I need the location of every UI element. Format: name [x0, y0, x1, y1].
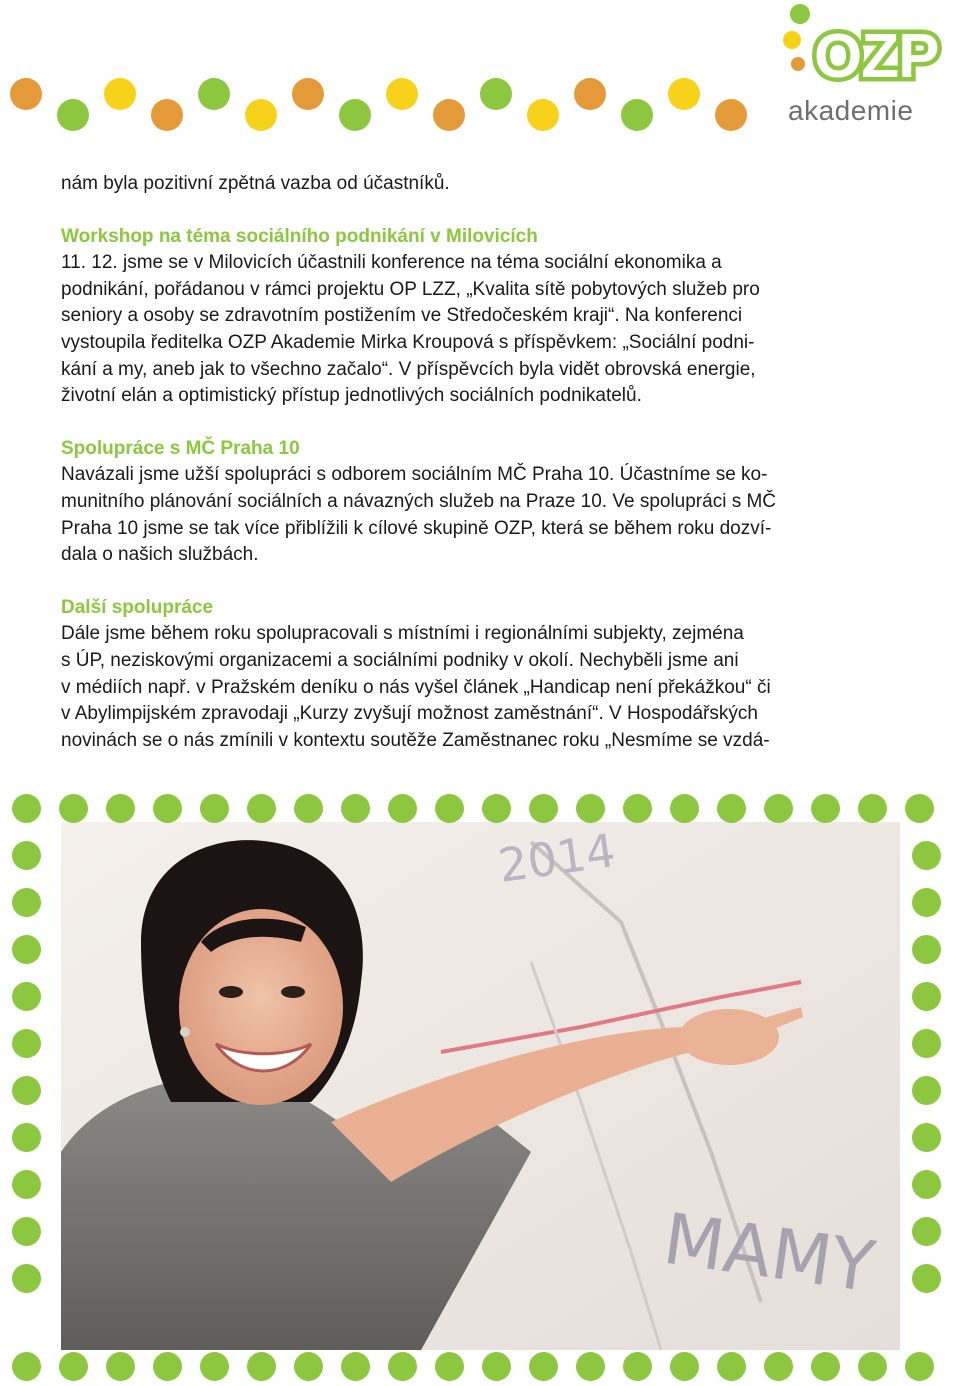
section-line: v médiích např. v Pražském deníku o nás vyšel článek „Handicap není překážkou“ či: [61, 676, 771, 698]
frame-dot: [912, 1217, 941, 1246]
frame-dot: [912, 1029, 941, 1058]
frame-dot: [12, 1076, 41, 1105]
section-line: munitního plánování sociálních a návazných služeb na Praze 10. Ve spolupráci s MČ: [61, 490, 777, 512]
frame-dot: [912, 1264, 941, 1293]
section-line: v Abylimpijském zpravodaji „Kurzy zvyšují možnost zaměstnání“. V Hospodářských: [61, 703, 758, 725]
frame-dot: [341, 794, 370, 823]
frame-dot: [153, 1352, 182, 1381]
frame-dot: [12, 1029, 41, 1058]
section-line: Navázali jsme užší spolupráci s odborem sociálním MČ Praha 10. Účastníme se ko-: [61, 464, 768, 486]
article-body: [61, 171, 891, 754]
dot-green-2: [198, 78, 230, 110]
logo-wordmark: OZP: [814, 22, 939, 91]
photo-woman-at-whiteboard: [61, 822, 900, 1350]
dot-orange-6: [715, 99, 747, 131]
frame-dot: [435, 1352, 464, 1381]
frame-dot: [576, 794, 605, 823]
frame-dot: [435, 794, 464, 823]
photo-illustration: [61, 822, 900, 1350]
section-heading-dalsi: Další spolupráce: [61, 596, 214, 618]
frame-dot: [12, 1264, 41, 1293]
frame-dot: [12, 935, 41, 964]
section-line: 11. 12. jsme se v Milovicích účastnili konference na téma sociální ekonomika a: [61, 252, 722, 274]
frame-dot: [12, 888, 41, 917]
frame-dot: [482, 794, 511, 823]
section-line: dala o našich službách.: [61, 544, 259, 566]
frame-dot: [294, 794, 323, 823]
frame-dot: [912, 1123, 941, 1152]
frame-dot: [912, 888, 941, 917]
whiteboard-year: 2014: [495, 823, 619, 893]
dot-green-1: [57, 99, 89, 131]
frame-dot: [623, 1352, 652, 1381]
frame-dot: [905, 794, 934, 823]
frame-dot: [247, 1352, 276, 1381]
frame-dot: [670, 1352, 699, 1381]
frame-dot: [153, 794, 182, 823]
section-line: s ÚP, neziskovými organizacemi a sociálními podniky v okolí. Nechyběli jsme ani: [61, 649, 739, 671]
frame-dot: [12, 794, 41, 823]
section-line: novinách se o nás zmínili v kontextu soutěže Zaměstnanec roku „Nesmíme se vzdá-: [61, 729, 770, 751]
frame-dot: [12, 841, 41, 870]
frame-dot: [294, 1352, 323, 1381]
frame-dot: [12, 1123, 41, 1152]
logo-subtitle: akademie: [788, 95, 914, 126]
frame-dot: [905, 1352, 934, 1381]
ozp-akademie-logo: [780, 0, 960, 130]
frame-dot: [912, 1076, 941, 1105]
dot-green-3: [339, 99, 371, 131]
section-line: vystoupila ředitelka OZP Akademie Mirka Kroupová s příspěvkem: „Sociální podni-: [61, 331, 755, 353]
frame-dot: [388, 794, 417, 823]
frame-dot: [529, 794, 558, 823]
dot-yellow-5: [668, 78, 700, 110]
frame-dot: [12, 1217, 41, 1246]
frame-dot: [529, 1352, 558, 1381]
section-line: životní elán a optimistický přístup jednotlivých sociálních podnikatelů.: [61, 385, 642, 407]
frame-dot: [388, 1352, 417, 1381]
whiteboard-scribble: MAMY: [658, 1197, 880, 1309]
dot-orange-4: [433, 99, 465, 131]
frame-dot: [912, 982, 941, 1011]
section-line: kání a my, aneb jak to všechno začalo“. V příspěvcích byla vidět obrovská energie,: [61, 358, 756, 380]
frame-dot: [59, 794, 88, 823]
frame-dot: [12, 1170, 41, 1199]
frame-dot: [717, 1352, 746, 1381]
dot-orange-5: [574, 78, 606, 110]
section-heading-workshop: Workshop na téma sociálního podnikání v Milovicích: [61, 225, 538, 247]
frame-dot: [106, 794, 135, 823]
frame-dot: [59, 1352, 88, 1381]
frame-dot: [670, 794, 699, 823]
frame-dot: [200, 794, 229, 823]
dot-yellow-2: [245, 99, 277, 131]
section-line: seniory a osoby se zdravotním postižením ve Středočeském kraji“. Na konferenci: [61, 305, 743, 327]
dot-yellow-1: [104, 78, 136, 110]
frame-dot: [912, 841, 941, 870]
frame-dot: [912, 1170, 941, 1199]
frame-dot: [858, 794, 887, 823]
frame-dot: [912, 935, 941, 964]
frame-dot: [858, 1352, 887, 1381]
frame-dot: [12, 1352, 41, 1381]
section-line: podnikání, pořádanou v rámci projektu OP LZZ, „Kvalita sítě pobytových služeb pro: [61, 278, 760, 300]
frame-dot: [576, 1352, 605, 1381]
frame-dot: [12, 982, 41, 1011]
dot-green-4: [480, 78, 512, 110]
frame-dot: [717, 794, 746, 823]
dot-green-5: [621, 99, 653, 131]
frame-dot: [106, 1352, 135, 1381]
section-line: Dále jsme během roku spolupracovali s místními i regionálními subjekty, zejména: [61, 623, 744, 645]
dot-yellow-4: [527, 99, 559, 131]
frame-dot: [200, 1352, 229, 1381]
section-heading-praha10: Spolupráce s MČ Praha 10: [61, 437, 300, 459]
dot-orange-2: [151, 99, 183, 131]
dot-yellow-3: [386, 78, 418, 110]
intro-line: nám byla pozitivní zpětná vazba od účastníků.: [61, 173, 450, 194]
frame-dot: [764, 794, 793, 823]
dot-orange-1: [10, 78, 42, 110]
frame-dot: [811, 794, 840, 823]
frame-dot: [341, 1352, 370, 1381]
dot-orange-3: [292, 78, 324, 110]
frame-dot: [623, 794, 652, 823]
frame-dot: [482, 1352, 511, 1381]
frame-dot: [811, 1352, 840, 1381]
frame-dot: [764, 1352, 793, 1381]
section-line: Praha 10 jsme se tak více přiblížili k cílové skupině OZP, která se během roku dozví-: [61, 517, 772, 539]
frame-dot: [247, 794, 276, 823]
